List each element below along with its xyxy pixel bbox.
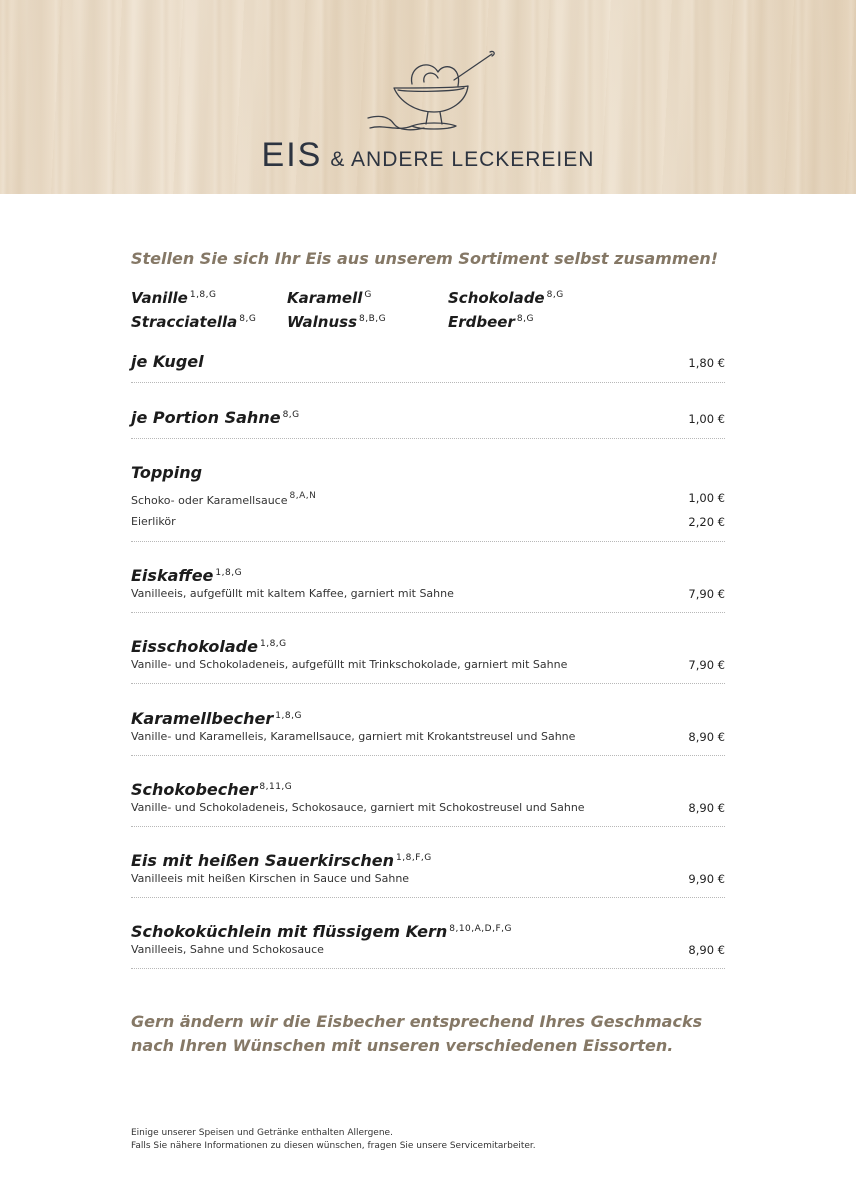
header-banner [0,0,856,194]
menu-item-karamellbecher [131,709,725,756]
subitem-title: Schoko- oder Karamellsauce [131,494,288,507]
menu-item-topping [131,463,725,542]
item-price: 8,90 € [688,943,725,957]
item-price: 7,90 € [688,587,725,601]
subitem-name [131,491,316,507]
closing-line: nach Ihren Wünschen mit unseren verschiedenen Eissorten. [131,1036,674,1055]
item-title: Karamellbecher [131,709,274,728]
flavor-name: Schokolade [448,289,545,307]
allergen-codes: 8,G [516,314,534,324]
flavor-item [448,313,534,331]
subitem-price: 1,00 € [688,491,725,505]
item-name [131,922,512,941]
item-description: Vanille- und Schokoladeneis, Schokosauce, garniert mit Schokostreusel und Sahne [131,801,585,814]
item-title: Eisschokolade [131,637,258,656]
item-name [131,408,300,427]
flavor-item [448,289,564,307]
menu-item-schokobecher [131,780,725,827]
allergen-codes: 8,G [546,290,564,300]
item-price: 1,00 € [688,412,725,426]
item-description: Vanilleeis, Sahne und Schokosauce [131,943,324,956]
item-title: Eiskaffee [131,566,214,585]
flavor-name: Karamell [287,289,363,307]
item-description: Vanille- und Karamelleis, Karamellsauce, garniert mit Krokantstreusel und Sahne [131,730,576,743]
flavor-list [131,289,731,339]
menu-item-sauerkirschen [131,851,725,898]
menu-item-sahne [131,408,725,439]
allergen-codes: 1,8,G [189,290,217,300]
intro-text: Stellen Sie sich Ihr Eis aus unserem Sortiment selbst zusammen! [131,249,719,268]
flavor-item [287,289,372,307]
flavor-name: Stracciatella [131,313,238,331]
allergen-codes: 1,8,F,G [396,853,432,863]
flavor-name: Walnuss [287,313,358,331]
allergen-codes: 8,B,G [359,314,387,324]
item-title: Schokoküchlein mit flüssigem Kern [131,922,448,941]
allergen-codes: 8,A,N [289,491,317,501]
item-name [131,637,287,656]
page-title [0,136,856,175]
menu-item-schokokuechlein [131,922,725,969]
closing-note [131,1010,702,1058]
allergen-codes: 8,11,G [259,782,293,792]
item-price: 9,90 € [688,872,725,886]
allergen-codes: 1,8,G [215,568,243,578]
item-name [131,352,204,371]
menu-item-eisschokolade [131,637,725,684]
allergen-codes: 8,10,A,D,F,G [449,924,512,934]
allergen-codes: 8,G [282,410,300,420]
flavor-name: Vanille [131,289,188,307]
flavor-item [287,313,386,331]
closing-line: Gern ändern wir die Eisbecher entsprechend Ihres Geschmacks [131,1012,703,1031]
item-name [131,851,432,870]
item-title: Topping [131,463,203,482]
ice-cream-cup-icon [364,44,496,138]
flavor-item [131,313,256,331]
item-title: je Kugel [131,352,204,371]
flavor-name: Erdbeer [448,313,515,331]
allergen-codes: 1,8,G [275,711,302,721]
item-title: Eis mit heißen Sauerkirschen [131,851,395,870]
item-price: 8,90 € [688,730,725,744]
item-price: 1,80 € [688,356,725,370]
menu-item-je-kugel [131,352,725,383]
item-name [131,463,202,482]
footer-line: Falls Sie nähere Informationen zu diesen wünschen, fragen Sie unsere Servicemitarbeiter. [131,1141,536,1151]
item-title: je Portion Sahne [131,408,281,427]
allergen-codes: 8,G [239,314,257,324]
allergen-codes: G [364,290,372,300]
footer-line: Einige unserer Speisen und Getränke enthalten Allergene. [131,1128,393,1138]
subitem-price: 2,20 € [688,515,725,529]
menu-item-eiskaffee [131,566,725,613]
item-name [131,566,242,585]
allergen-footer [131,1127,536,1153]
item-name [131,780,292,799]
subitem-name: Eierlikör [131,515,176,528]
item-title: Schokobecher [131,780,258,799]
item-description: Vanilleeis mit heißen Kirschen in Sauce und Sahne [131,872,410,885]
flavor-item [131,289,217,307]
item-description: Vanille- und Schokoladeneis, aufgefüllt mit Trinkschokolade, garniert mit Sahne [131,658,568,671]
title-subtitle: & ANDERE LECKEREIEN [330,148,595,171]
title-main: EIS [261,136,323,174]
allergen-codes: 1,8,G [259,639,287,649]
item-name [131,709,302,728]
item-price: 8,90 € [688,801,725,815]
item-price: 7,90 € [688,658,725,672]
item-description: Vanilleeis, aufgefüllt mit kaltem Kaffee, garniert mit Sahne [131,587,454,600]
